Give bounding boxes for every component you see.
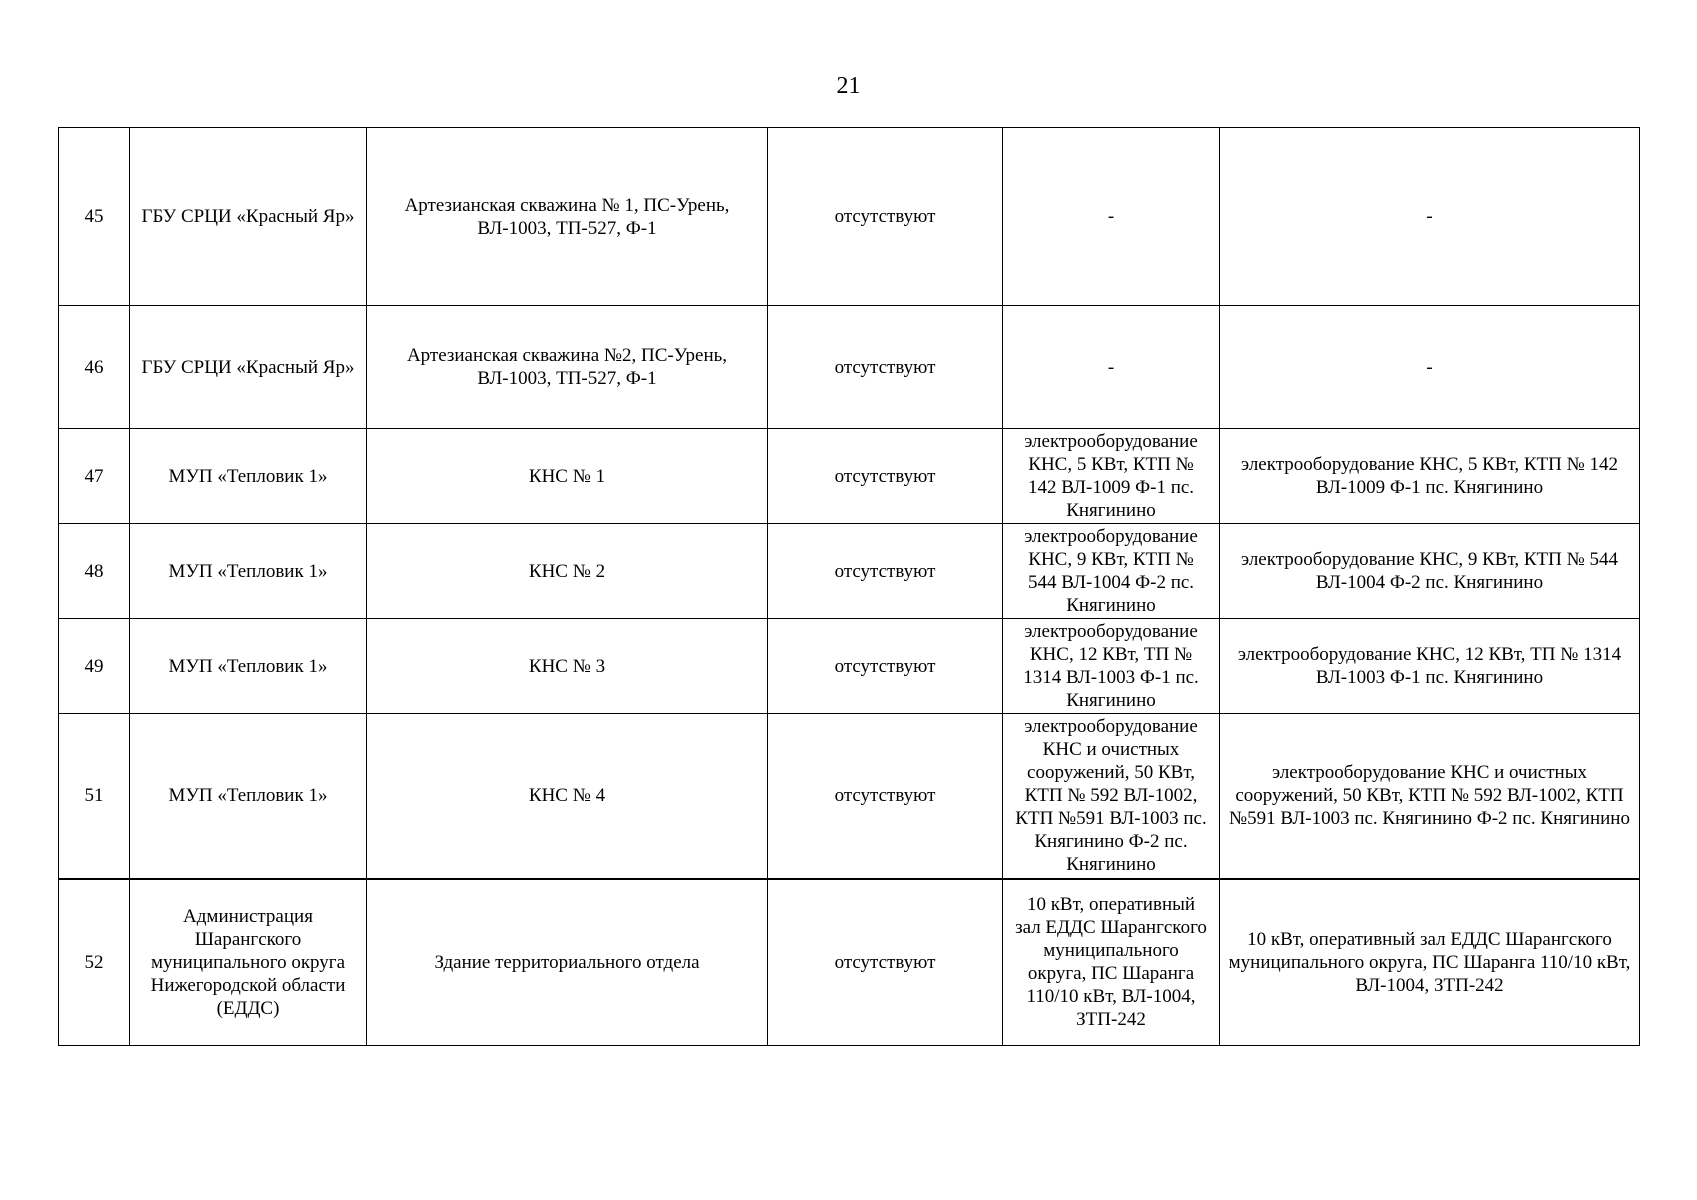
status-cell: отсутствуют [768, 128, 1003, 306]
row-number: 47 [59, 429, 130, 524]
equipment-cell: электрооборудование КНС, 5 КВт, КТП № 142 ВЛ-1009 Ф-1 пс. Княгинино [1003, 429, 1220, 524]
object-cell: Артезианская скважина № 1, ПС-Урень, ВЛ-1003, ТП-527, Ф-1 [367, 128, 768, 306]
table-row [59, 879, 1640, 1046]
equipment-cell: электрооборудование КНС, 9 КВт, КТП № 544 ВЛ-1004 Ф-2 пс. Княгинино [1003, 524, 1220, 619]
row-number: 48 [59, 524, 130, 619]
organization-cell: ГБУ СРЦИ «Красный Яр» [130, 128, 367, 306]
object-cell: КНС № 4 [367, 714, 768, 879]
organization-cell: МУП «Тепловик 1» [130, 524, 367, 619]
page-number: 21 [836, 73, 861, 99]
equipment-cell: 10 кВт, оперативный зал ЕДДС Шарангского муниципального округа, ПС Шаранга 110/10 кВт, ВЛ-1004, ЗТП-242 [1003, 879, 1220, 1046]
equipment-details-cell: электрооборудование КНС и очистных сооружений, 50 КВт, КТП № 592 ВЛ-1002, КТП №591 ВЛ-1003 пс. Княгинино Ф-2 пс. Княгинино [1220, 714, 1640, 879]
organization-cell: ГБУ СРЦИ «Красный Яр» [130, 306, 367, 429]
table-row [59, 619, 1640, 714]
object-cell: КНС № 3 [367, 619, 768, 714]
row-number: 49 [59, 619, 130, 714]
row-number: 52 [59, 879, 130, 1046]
equipment-details-cell: электрооборудование КНС, 9 КВт, КТП № 544 ВЛ-1004 Ф-2 пс. Княгинино [1220, 524, 1640, 619]
status-cell: отсутствуют [768, 879, 1003, 1046]
status-cell: отсутствуют [768, 619, 1003, 714]
equipment-details-cell: - [1220, 128, 1640, 306]
table-row [59, 714, 1640, 879]
organization-cell: МУП «Тепловик 1» [130, 714, 367, 879]
organization-cell: МУП «Тепловик 1» [130, 619, 367, 714]
row-number: 45 [59, 128, 130, 306]
table-row [59, 524, 1640, 619]
table-row [59, 128, 1640, 306]
objects-table [58, 127, 1640, 1046]
equipment-details-cell: - [1220, 306, 1640, 429]
equipment-details-cell: электрооборудование КНС, 5 КВт, КТП № 142 ВЛ-1009 Ф-1 пс. Княгинино [1220, 429, 1640, 524]
status-cell: отсутствуют [768, 429, 1003, 524]
object-cell: КНС № 2 [367, 524, 768, 619]
status-cell: отсутствуют [768, 306, 1003, 429]
equipment-details-cell: 10 кВт, оперативный зал ЕДДС Шарангского муниципального округа, ПС Шаранга 110/10 кВт, ВЛ-1004, ЗТП-242 [1220, 879, 1640, 1046]
status-cell: отсутствуют [768, 524, 1003, 619]
equipment-cell: электрооборудование КНС и очистных сооружений, 50 КВт, КТП № 592 ВЛ-1002, КТП №591 ВЛ-1003 пс. Княгинино Ф-2 пс. Княгинино [1003, 714, 1220, 879]
organization-cell: Администрация Шарангского муниципального округа Нижегородской области (ЕДДС) [130, 879, 367, 1046]
equipment-details-cell: электрооборудование КНС, 12 КВт, ТП № 1314 ВЛ-1003 Ф-1 пс. Княгинино [1220, 619, 1640, 714]
object-cell: Здание территориального отдела [367, 879, 768, 1046]
table-row [59, 306, 1640, 429]
equipment-cell: - [1003, 128, 1220, 306]
status-cell: отсутствуют [768, 714, 1003, 879]
object-cell: Артезианская скважина №2, ПС-Урень, ВЛ-1003, ТП-527, Ф-1 [367, 306, 768, 429]
organization-cell: МУП «Тепловик 1» [130, 429, 367, 524]
table-row [59, 429, 1640, 524]
object-cell: КНС № 1 [367, 429, 768, 524]
row-number: 51 [59, 714, 130, 879]
equipment-cell: - [1003, 306, 1220, 429]
row-number: 46 [59, 306, 130, 429]
equipment-cell: электрооборудование КНС, 12 КВт, ТП № 1314 ВЛ-1003 Ф-1 пс. Княгинино [1003, 619, 1220, 714]
